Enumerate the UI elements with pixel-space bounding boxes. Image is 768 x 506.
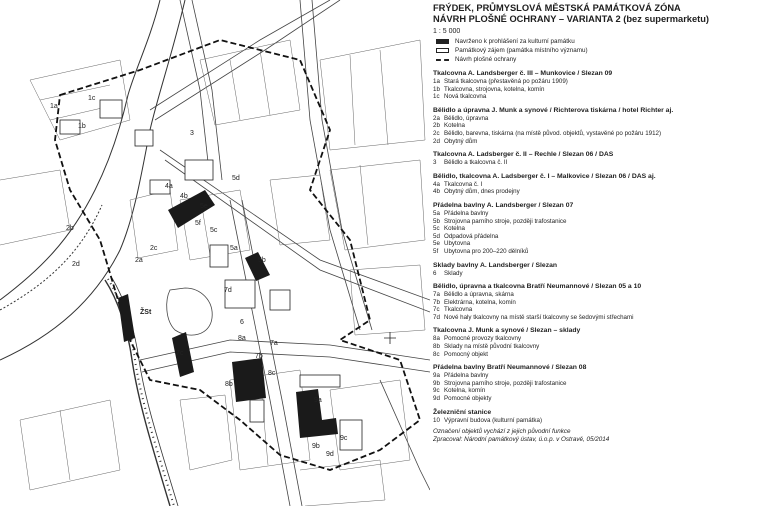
legend-item-text: Ubytovna pro 200–220 dělníků — [444, 247, 529, 255]
legend-item — [433, 138, 766, 146]
map-label: 5d — [232, 175, 240, 182]
legend-item-text: Přádelna bavlny — [444, 209, 489, 217]
legend-item — [433, 314, 766, 322]
legend-group — [433, 201, 766, 256]
legend-item-code: 8c — [433, 350, 440, 358]
legend-item — [433, 270, 766, 278]
legend-item-code: 2c — [433, 129, 440, 137]
legend-key-label: Navrženo k prohlášení za kulturní památku — [455, 38, 575, 45]
map-label: 7b — [255, 353, 263, 360]
map-label: 2a — [135, 257, 143, 264]
legend-item-text: Kotelna — [444, 122, 465, 130]
legend-group-title: Bělidlo, tkalcovna A. Ladsberger č. I – Malkovice / Slezan 06 / DAS aj. — [433, 172, 656, 180]
legend-item — [433, 210, 766, 218]
legend-item-code: 7a — [433, 291, 440, 299]
legend-item — [433, 188, 766, 196]
legend-item — [433, 78, 766, 86]
legend-item-code: 7d — [433, 313, 440, 321]
legend-item — [433, 291, 766, 299]
legend-group-title: Bělidlo, úpravna a tkalcovna Bratří Neumannové / Slezan 05 a 10 — [433, 283, 642, 291]
legend-item-text: Pomocné provozy tkalcovny — [444, 335, 522, 343]
legend-item-text: Tkalcovna č. I — [444, 180, 483, 188]
legend-item — [433, 181, 766, 189]
legend-item-code: 10 — [433, 416, 440, 424]
legend-group-title: Tkalcovna A. Landsberger č. III – Munkovice / Slezan 09 — [433, 70, 613, 77]
map-label: 8b — [225, 381, 233, 388]
legend-item-code: 6 — [433, 269, 437, 277]
map-label: 1a — [50, 103, 58, 110]
map-label: 3 — [190, 130, 194, 137]
legend-item-code: 5b — [433, 217, 440, 225]
legend-item-text: Obytný dům, dnes prodejny — [444, 188, 520, 196]
legend-item-code: 5f — [433, 247, 439, 255]
legend-item-text: Strojovna parního stroje, později trafostanice — [444, 379, 567, 387]
map-label: 5f — [195, 220, 201, 227]
legend-item-text: Pomocný objekt — [444, 350, 489, 358]
legend-item-code: 8b — [433, 343, 440, 351]
map-label: 4b — [180, 193, 188, 200]
legend-item-code: 5a — [433, 209, 440, 217]
legend-group — [433, 69, 766, 101]
legend-item-text: Sklady na místě původní tkalcovny — [444, 343, 540, 351]
legend-item-code: 1a — [433, 78, 440, 85]
map-label: 1c — [88, 95, 96, 102]
legend-item-text: Tkalcovna, strojovna, kotelna, komín — [444, 85, 545, 93]
legend-item-code: 2b — [433, 122, 440, 130]
map-label: 7d — [224, 287, 232, 294]
legend-item — [433, 395, 766, 403]
legend-item — [433, 93, 766, 101]
map-label: 5c — [210, 227, 218, 234]
legend-item — [433, 417, 766, 425]
legend-item — [433, 233, 766, 241]
map-label: 8a — [238, 335, 246, 342]
legend-item — [433, 380, 766, 388]
legend-item-text: Výpravní budova (kulturní památka) — [444, 416, 543, 424]
legend-item — [433, 130, 766, 138]
legend-panel — [433, 0, 766, 506]
legend-group — [433, 282, 766, 321]
legend-item-code: 1b — [433, 85, 440, 93]
legend-item — [433, 351, 766, 359]
legend-key — [436, 55, 766, 64]
map-label: 1b — [78, 123, 86, 130]
map-label: 9a — [314, 397, 322, 404]
map-label: 6 — [240, 319, 244, 326]
legend-group — [433, 106, 766, 145]
legend-item-text: Kotelna — [444, 225, 465, 233]
legend-item — [433, 306, 766, 314]
legend-item-text: Pomocné objekty — [444, 395, 492, 403]
legend-item-text: Bělidlo a tkalcovna č. II — [444, 159, 508, 167]
legend-item-text: Stará tkalcovna (přestavěná po požáru 1909) — [444, 78, 568, 85]
legend-item-code: 4a — [433, 180, 440, 188]
legend-item-text: Ubytovna — [444, 240, 471, 248]
legend-key — [436, 46, 766, 55]
legend-group-title: Sklady bavlny A. Landsberger / Slezan — [433, 261, 558, 269]
map-label: 9c — [340, 435, 348, 442]
legend-item-text: Nové haly tkalcovny na místě starší tkalcovny se šedovými střechami — [444, 313, 634, 321]
legend-item-code: 1c — [433, 93, 440, 101]
legend-group-title: Železniční stanice — [433, 408, 492, 416]
dashed-line-icon — [436, 59, 449, 61]
legend-group — [433, 408, 766, 425]
legend-item — [433, 343, 766, 351]
legend-item-text: Tkalcovna — [444, 306, 473, 314]
legend-item-code: 2d — [433, 137, 440, 145]
legend-item-text: Bělidlo, úpravna — [444, 114, 489, 122]
legend-item-text: Elektrárna, kotelna, komín — [444, 298, 516, 306]
legend-item — [433, 372, 766, 380]
footer-note: Označení objektů vychází z jejich původní funkce — [433, 428, 571, 436]
legend-item — [433, 240, 766, 248]
legend-item — [433, 86, 766, 94]
roads — [140, 0, 430, 506]
map-label: 7a — [270, 340, 278, 347]
legend-item — [433, 387, 766, 395]
legend-item — [433, 335, 766, 343]
legend-group — [433, 363, 766, 402]
legend-item-code: 4b — [433, 188, 440, 196]
legend-item-code: 3 — [433, 159, 437, 167]
map-scale: 1 : 5 000 — [433, 28, 461, 35]
river-bank-inner — [0, 205, 102, 310]
legend-item-text: Obytný dům — [444, 137, 478, 145]
building-groups — [433, 69, 766, 424]
legend-item-code: 9b — [433, 379, 440, 387]
legend-item-code: 7c — [433, 306, 440, 314]
legend-item-text: Nová tkalcovna — [444, 93, 487, 101]
legend-title-line2: NÁVRH PLOŠNÉ OCHRANY – VARIANTA 2 (bez supermarketu) — [433, 14, 710, 24]
legend-item — [433, 225, 766, 233]
building-8b — [232, 358, 266, 402]
legend-item-text: Bělidlo a úpravna, skárna — [444, 291, 514, 299]
legend-item-text: Strojovna parního stroje, později trafostanice — [444, 217, 567, 225]
map-label: 5e — [200, 203, 208, 210]
legend-group — [433, 261, 766, 278]
map-label: 2d — [72, 261, 80, 268]
footer-credit: Zpracoval: Národní památkový ústav, ú.o.p. v Ostravě, 05/2014 — [433, 436, 610, 444]
crosshair-icon — [384, 332, 396, 344]
legend-item — [433, 248, 766, 256]
legend-key-label: Památkový zájem (památka místního významu) — [455, 47, 588, 54]
legend-item — [433, 218, 766, 226]
legend-group — [433, 172, 766, 196]
legend-item-text: Sklady — [444, 269, 463, 277]
map-label: 5b — [258, 257, 266, 264]
map-label: 9b — [312, 443, 320, 450]
legend-item-code: 9a — [433, 372, 440, 380]
legend-item-code: 9c — [433, 387, 440, 395]
legend-item-text: Odpadová přádelna — [444, 232, 499, 240]
legend-item-code: 7b — [433, 298, 440, 306]
map-label: 2b — [66, 225, 74, 232]
legend-item-text: Bělidlo, barevna, tiskárna (na místě původ. objektů, vystavěné po požáru 1912) — [444, 129, 662, 137]
legend-keys — [436, 37, 766, 64]
legend-item-code: 2a — [433, 114, 440, 122]
map-label: 8c — [268, 370, 276, 377]
legend-item-code: 5e — [433, 240, 440, 248]
legend-group — [433, 150, 766, 167]
legend-item — [433, 115, 766, 123]
building-4a — [168, 190, 215, 228]
legend-group-title: Bělidlo a úpravna J. Munk a synové / Richterova tiskárna / hotel Richter aj. — [433, 106, 674, 114]
legend-item-code: 9d — [433, 395, 440, 403]
map-label: 7c — [176, 350, 184, 357]
legend-group — [433, 326, 766, 358]
legend-key — [436, 37, 766, 46]
legend-item — [433, 299, 766, 307]
legend-item — [433, 122, 766, 130]
legend-item-code: 5d — [433, 232, 440, 240]
map-label: 9d — [326, 451, 334, 458]
legend-item-code: 5c — [433, 225, 440, 233]
legend-item-text: Přádelna bavlny — [444, 372, 489, 380]
map-label: ŽSt — [140, 309, 152, 316]
building-zst — [118, 294, 135, 342]
legend-item — [433, 159, 766, 167]
legend-item-text: Kotelna, komín — [444, 387, 486, 395]
legend-group-title: Tkalcovna A. Ladsberger č. II – Rechle / Slezan 06 / DAS — [433, 151, 614, 159]
outline-swatch-icon — [436, 48, 449, 53]
legend-group-title: Tkalcovna J. Munk a synové / Slezan – sklady — [433, 327, 581, 335]
legend-title-line1: FRÝDEK, PRŮMYSLOVÁ MĚSTSKÁ PAMÁTKOVÁ ZÓNA — [433, 3, 681, 13]
filled-swatch-icon — [436, 39, 449, 44]
map-label: 4a — [165, 183, 173, 190]
legend-group-title: Přádelna bavlny A. Landsberger / Slezan 07 — [433, 201, 574, 209]
legend-group-title: Přádelna bavlny Bratří Neumannové / Slezan 08 — [433, 364, 587, 372]
map-label: 2c — [150, 245, 158, 252]
legend-item-code: 8a — [433, 335, 440, 343]
river-bank-west — [0, 0, 160, 300]
legend-key-label: Návrh plošné ochrany — [455, 56, 517, 63]
map-label: 5a — [230, 245, 238, 252]
